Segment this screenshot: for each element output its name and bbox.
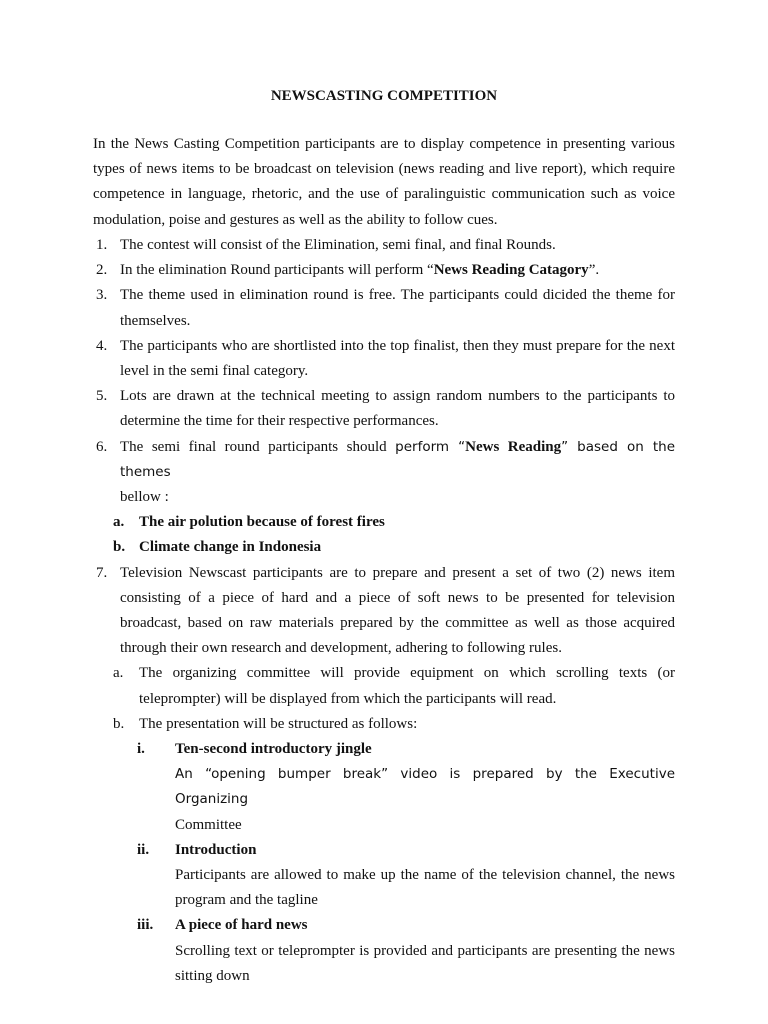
list-number: 7. (96, 564, 108, 581)
list-text-pre-sans: perform “ (395, 438, 466, 455)
list-text: The participants who are shortlisted into the top finalist, then they must prepare for the next level in the semi final category. (120, 337, 675, 380)
list-text: The theme used in elimination round is free. The participants could dicided the theme for themselves. (120, 287, 675, 329)
structure-heading: Introduction (175, 841, 257, 858)
document-title: NEWSCASTING COMPETITION (270, 88, 498, 104)
theme-item-a (93, 510, 675, 535)
list-text-bold: News Reading Catagory (433, 262, 589, 279)
list-item-1 (93, 233, 675, 258)
list-number: 5. (96, 388, 108, 405)
theme-label: a. (113, 514, 125, 531)
list-item-7 (93, 561, 675, 662)
list-text: Television Newscast participants are to prepare and present a set of two (2) news item consisting of a piece of hard and a piece of soft news to be presented for television broadcast, based on raw materials prepared by the committee as well as those acquired through their own research and development, adhering to following rules. (120, 564, 675, 657)
rule-text: The organizing committee will provide equipment on which scrolling texts (or teleprompter) will be displayed from which the participants will read. (139, 665, 675, 707)
rule-label: b. (113, 715, 125, 732)
structure-heading: A piece of hard news (175, 917, 308, 934)
list-number: 1. (96, 237, 108, 253)
list-number: 3. (96, 287, 108, 304)
list-text-bold: News Reading (465, 438, 562, 455)
list-text-post: ” based on the themes (120, 438, 676, 480)
list-text: The contest will consist of the Elimination, semi final, and final Rounds. (120, 237, 556, 253)
list-text: Lots are drawn at the technical meeting to assign random numbers to the participants to determine the time for their respective performances. (120, 388, 675, 430)
list-text-pre: In the elimination Round participants will perform “ (120, 262, 434, 279)
rule-item-b (93, 712, 675, 737)
list-number: 2. (96, 262, 108, 279)
list-text-post: ”. (588, 262, 600, 279)
theme-text: Climate change in Indonesia (139, 539, 322, 556)
list-item-3 (93, 283, 675, 333)
list-text-cont: bellow : (120, 489, 169, 506)
theme-text: The air polution because of forest fires (139, 514, 385, 531)
structure-body: Scrolling text or teleprompter is provided and participants are presenting the news sitting down (175, 942, 675, 984)
structure-body: Participants are allowed to make up the name of the television channel, the news program and the tagline (175, 867, 675, 909)
list-item-4 (93, 334, 675, 384)
theme-label: b. (113, 539, 126, 556)
theme-item-b (93, 535, 675, 560)
structure-item-ii (93, 838, 675, 863)
structure-body-iii (93, 939, 675, 989)
structure-label: iii. (137, 917, 154, 934)
list-number: 6. (96, 438, 108, 455)
structure-item-i (93, 737, 675, 762)
rule-label: a. (113, 665, 124, 682)
rule-item-a (93, 661, 675, 711)
list-item-2 (93, 258, 675, 283)
list-item-5 (93, 384, 675, 434)
structure-body-i (93, 762, 675, 838)
structure-body-sans: An “opening bumper break” video is prepared by the Executive Organizing (175, 766, 675, 808)
list-item-6 (93, 435, 675, 511)
intro-paragraph: In the News Casting Competition participants are to display competence in presenting various types of news items to be broadcast on television (news reading and live report), which require competence in language, rhetoric, and the use of paralinguistic communication such as voice modulation, poise and gestures as well as the ability to follow cues. (93, 136, 675, 228)
structure-item-iii (93, 913, 675, 938)
list-text-pre: The semi final round participants should (120, 438, 396, 455)
structure-heading: Ten-second introductory jingle (175, 741, 372, 758)
structure-label: i. (137, 741, 145, 758)
structure-body-ii (93, 863, 675, 913)
rule-text: The presentation will be structured as follows: (139, 715, 418, 732)
structure-body: Committee (175, 816, 242, 833)
rules-list (93, 233, 675, 989)
structure-label: ii. (137, 841, 150, 858)
list-number: 4. (96, 337, 108, 354)
